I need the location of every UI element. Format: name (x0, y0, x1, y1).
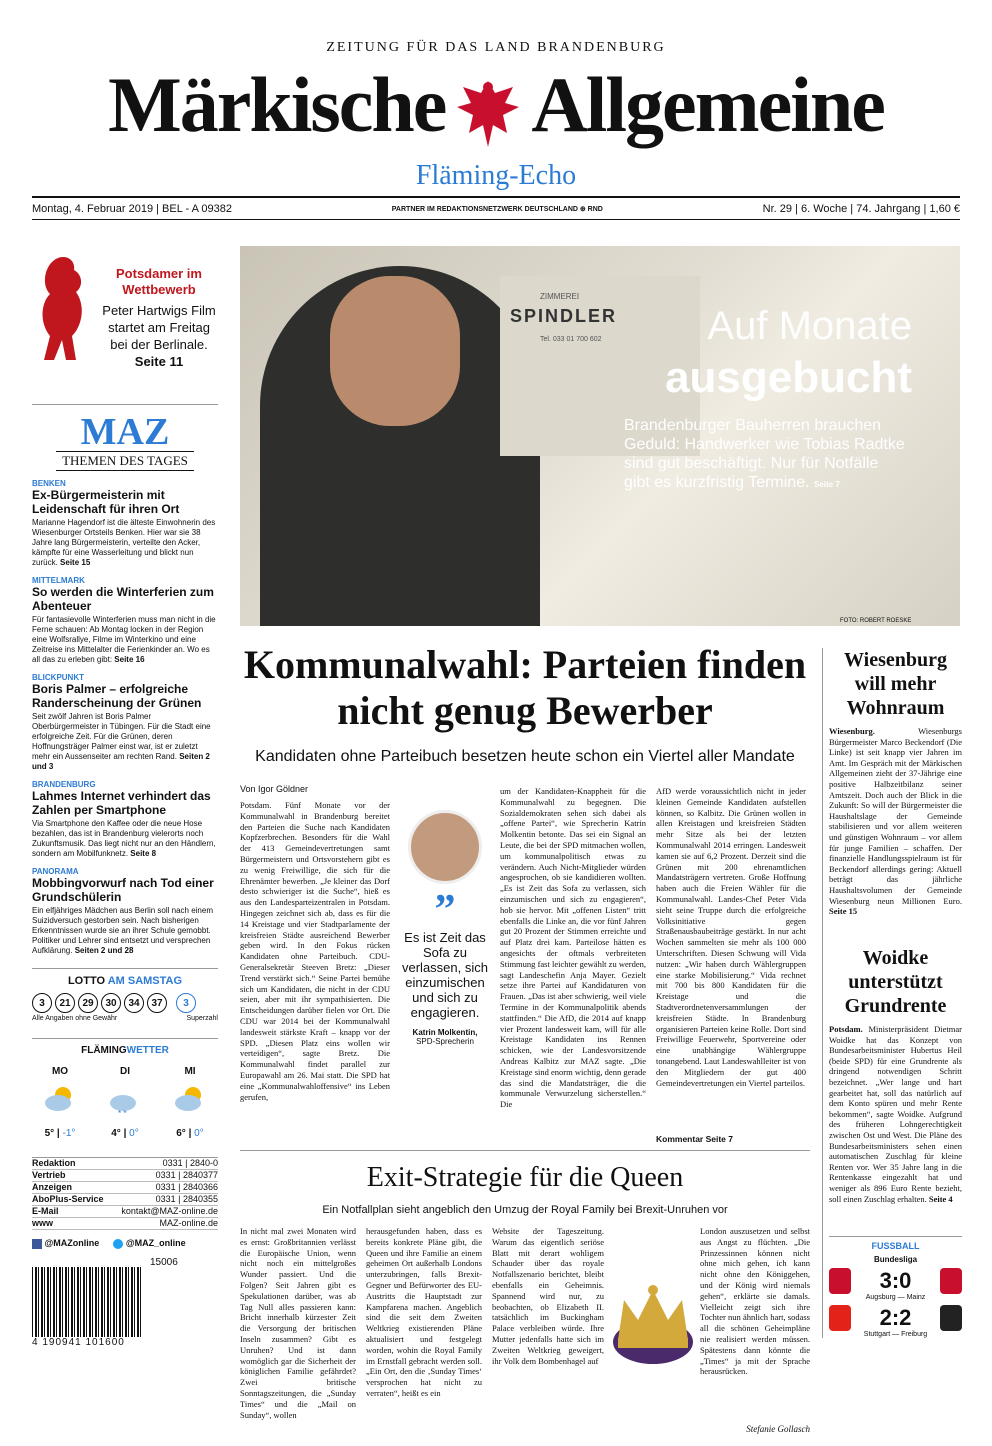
barcode-number: 15006 (150, 1256, 178, 1268)
weather-temps: 4° | 0° (111, 1128, 139, 1139)
sun-cloud-icon (43, 1083, 77, 1117)
contact-label: www (32, 1218, 54, 1228)
contact-value: 0331 | 2840377 (155, 1170, 218, 1180)
exit-col-4: London auszusetzen und selbst aus Angst zu flüchten. „Die Prinzessinnen können nicht ohne mich gehen, ich kann nicht ohne den Königgehen, und der König wird niemals gehen“, erklärte sie damals. Vielleicht zeigt sich ihre Tochter nun ähnlich hart, sodass all die schönen Geheimpläne nie realisiert werden müssen. Spätestens dann könnte die „Times“ ja mit der Sprache herausrücken. (700, 1226, 810, 1377)
molkentin-portrait (408, 810, 482, 884)
side2-headline[interactable]: Woidke unterstützt Grundrente (844, 947, 947, 1017)
left-column (32, 232, 218, 1348)
van-phone: Tel. 033 01 700 602 (540, 336, 602, 343)
themes-title: THEMEN DES TAGES (56, 451, 194, 471)
twitter-icon (113, 1239, 123, 1249)
lead-byline: Von Igor Göldner (240, 784, 309, 794)
quote-text: Es ist Zeit das Sofa zu verlassen, sich einzumischen und sich zu engagieren. (402, 930, 488, 1020)
berlinale-bear-logo (32, 252, 98, 372)
exit-subhead: Ein Notfallplan sieht angeblich den Umzug der Royal Family bei Brexit-Unruhen vor (322, 1204, 728, 1216)
contact-value: 0331 | 2840355 (155, 1194, 218, 1204)
lotto-ball: 34 (124, 993, 144, 1013)
pull-quote (400, 810, 490, 1046)
exit-col-1: In nicht mal zwei Monaten wird es ernst: Großbritannien verlässt die Europäische Union, wenn nicht noch ein mittelgroßes Wunder passiert. Und die Folgen? Seit Jahren gibt es Spekulationen darüber, was ab Tag Null alles passieren kann: Bricht innerhalb kürzester Zeit die Versorgung der britischen Inseln zusammen? Gibt es Unruhen? Und ist dann womöglich gar die Sicherheit der königlichen Familie gefährdet? Zwei britische Sonntagszeitungen, die „Sunday Times“ und die „Mail on Sunday“, wollen (240, 1226, 356, 1420)
match-result[interactable] (829, 1305, 962, 1338)
lotto-ball: 3 (32, 993, 52, 1013)
topic-kicker: PANORAMA (32, 867, 79, 876)
berlinale-text: Peter Hartwigs Film startet am Freitag bei der Berlinale. Seite 11 (102, 303, 216, 369)
contact-row[interactable] (32, 1158, 218, 1170)
lotto-ball: 37 (147, 993, 167, 1013)
topic-kicker: MITTELMARK (32, 576, 85, 585)
photo-headline-2: ausgebucht (665, 353, 912, 402)
weather-day-name: MI (184, 1066, 196, 1077)
barcode-digits: 4 190941 101600 (32, 1336, 125, 1348)
contact-row[interactable] (32, 1206, 218, 1218)
maz-themes (32, 404, 218, 471)
match-result[interactable] (829, 1268, 962, 1301)
contact-value: 0331 | 2840366 (155, 1182, 218, 1192)
photo-headline-1: Auf Monate (707, 304, 912, 348)
berlinale-teaser[interactable] (32, 232, 218, 402)
exit-col-3: Website der Tageszeitung. Warum das eigentlich seriöse Blatt mit derart wohligem Schauder über das royale Notfallszenario berichtet, bleibt ebenfalls ein Geheimnis. Spannend wird nur, zu beobachten, ob Elizabeth II. tatsächlich im Buckingham Palace verbleiben würde. Ihre Mutter jedenfalls hatte sich im Zweiten Weltkrieg geweigert, ihr Volk dem Bombenhagel auf (492, 1226, 604, 1366)
dateline (32, 196, 960, 220)
facebook-link[interactable]: @MAZonline (32, 1238, 99, 1249)
dateline-left: Montag, 4. Februar 2019 | BEL - A 09382 (32, 202, 232, 215)
topic-headline: So werden die Winterferien zum Abenteuer (32, 585, 214, 613)
topic-body: Für fantasievolle Winterferien muss man nicht in die Ferne schauen: Ab Montag locken in der Region eine Wolfsrallye, Filme im Winterkino und eine Zeitreise ins Mittelalter die Ferienkinder an. Wo es all das zu erleben gibt: Seite 16 (32, 615, 216, 664)
lotto-ball: 30 (101, 993, 121, 1013)
contact-label: E-Mail (32, 1206, 59, 1216)
lotto-numbers (32, 993, 218, 1013)
topic-item[interactable] (32, 576, 218, 665)
side2-body: Potsdam. Ministerpräsident Dietmar Woidke hat das Konzept von Bundesarbeitsminister Hubertus Heil (beide SPD) für eine Grundrente als dringend notwendigen Schritt bezeichnet. „Wer lange und hart gearbeitet hat, soll das natürlich auf dem Konto spüren und mehr Rente bekommen“, sagte Woidke. Aufgrund des früheren Lohngerechtigkeit zwischen Ost und West. Die Pläne des Bundesarbeitsministers sehen einen automatischen Zuschlag für kleine Renten vor. Wer 35 Jahre lang in die Rentenkasse eingezahlt hat und weniger als 896 Euro Rente bezieht, soll einen Zuschlag erhalten. Seite 4 (829, 1024, 962, 1204)
exit-divider (240, 1150, 810, 1151)
topic-item[interactable] (32, 673, 218, 772)
sun-cloud-icon (173, 1083, 207, 1117)
photo-credit: FOTO: ROBERT ROESKE (840, 618, 912, 624)
topic-headline: Lahmes Internet verhindert das Zahlen per Smartphone (32, 789, 211, 817)
home-crest-icon (829, 1305, 851, 1331)
masthead-title-right: Allgemeine (531, 61, 884, 148)
twitter-link[interactable]: @MAZ_online (113, 1238, 185, 1249)
weather-day-name: MO (51, 1066, 69, 1077)
superzahl-label: Superzahl (186, 1015, 218, 1022)
lead-col-2: um der Kandidaten-Knappheit für die Kommunalwahl zu begegnen. Die Sozialdemokraten sehen sich dabei als „offene Partei“, wie Sprecherin Katrin Molkentin betonte. Das sei ein Signal an Leute, die bei der SPD mitmachen wollen, um kommunalpolitisch etwas zu verändern. Auch Nicht-Mitglieder würden angesprochen, ob sie kandidieren wollten. „Es ist Zeit das Sofa zu verlassen, sich einzumischen und sich zu engagieren“, hob sie hervor. Mit „offenen Listen“ tritt ebenfalls die Linke an, die vor fünf Jahren gut 20 Prozent der Stimmen erreichte und auf Platz drei kam. Parteilose hätten es angesichts der oftmals verbreiteten Stimmung fast leichter gewählt zu werden, sagt Landeschefin Anja Mayer. Gezielt setze ihre Partei auf Kandidaturen von Frauen. „Das ist aber schwierig, weil viele Termine in der Kommunalpolitik abends stattfinden.“ Die AfD, die 2014 auf knapp vier Prozent landesweit kam, will für alle Kreistage Kandidaten ins Rennen schicken, wie der Landesvorsitzende Andreas Kalbitz zur MAZ sagte. „Die Kreistage sind enorm wichtig, denn gerade das sind die Mandatsträger, die die kommunale Verwurzelung sicherstellen.“ Die (500, 786, 646, 1110)
snow-cloud-icon (108, 1083, 142, 1117)
topics-list (32, 479, 218, 956)
fussball-box (829, 1236, 962, 1338)
van-small: ZIMMEREI (540, 292, 580, 301)
craftsman-face (330, 276, 460, 426)
match-list (829, 1268, 962, 1338)
side1-body: Wiesenburg. Wiesenburgs Bürgermeister Marco Beckendorf (Die Linke) ist seit knapp vier Jahren im Amt. Im Gespräch mit der Märkischen Allgemeinen zieht der 37-Jährige eine positive Halbzeitbilanz seiner Amtszeit. Doch auch der Blick in die Zukunft: So will der Bürgermeister die Haushaltslage der Gemeinde stabilisieren und vor allem weiteren und günstigen Wohnraum – vor allem für junge Familien – schaffen. Der finanzielle Handlungsspielraum ist für Beckendorf allerdings gering: Aktuell beträgt das jährliche Haushaltsvolumen der Gemeinde Wiesenburg neun Millionen Euro. Seite 15 (829, 726, 962, 917)
contact-label: Redaktion (32, 1158, 76, 1168)
topic-body: Marianne Hagendorf ist die älteste Einwohnerin des Wiesenburger Ortsteils Benken. Hier war sie 38 Jahre lang Bürgermeisterin, verteilte den Acker, kämpfte für eine Wasserleitung und blickt nun zurück. Seite 15 (32, 518, 216, 567)
facebook-icon (32, 1239, 42, 1249)
contact-value: MAZ-online.de (159, 1218, 218, 1228)
league-name: Bundesliga (873, 1255, 918, 1264)
barcode (32, 1267, 142, 1337)
lotto-title: LOTTO AM SAMSTAG (67, 975, 183, 987)
lotto-box (32, 968, 218, 1022)
topic-kicker: BENKEN (32, 479, 66, 488)
masthead-title (0, 60, 992, 153)
contact-table (32, 1157, 218, 1230)
topic-item[interactable] (32, 479, 218, 568)
contact-row[interactable] (32, 1170, 218, 1182)
van-text: SPINDLER (510, 306, 618, 326)
lotto-note: Alle Angaben ohne Gewähr (32, 1015, 118, 1022)
edition-name: Fläming-Echo (415, 160, 577, 191)
dateline-right: Nr. 29 | 6. Woche | 74. Jahrgang | 1,60 € (762, 202, 960, 215)
contact-value: 0331 | 2840-0 (162, 1158, 218, 1168)
fussball-title: FUSSBALL (871, 1241, 920, 1251)
exit-col-2: herausgefunden haben, dass es bereits konkrete Pläne gibt, die Queen und ihre Familie an einem geheimen Ort außerhalb Londons unterzubringen, falls Brexit-Gegner und Befürworter des EU-Austritts die Hauptstadt zur Kampfarena machen. Angeblich sind die seit dem Zweiten Weltkrieg existierenden Pläne aktualisiert und festgelegt worden, wohin die Royal Family im Ernstfall gebracht werden soll. „Ein Ort, den die ‚Sunday Times‘ versprochen hat nicht zu verraten“, heißt es ein (366, 1226, 482, 1398)
masthead-tagline: ZEITUNG FÜR DAS LAND BRANDENBURG (326, 40, 666, 55)
topic-headline: Ex-Bürgermeisterin mit Leidenschaft für ihren Ort (32, 488, 180, 516)
weather-day (97, 1066, 153, 1139)
quote-author: Katrin Molkentin, SPD-Sprecherin (412, 1028, 478, 1046)
berlinale-title: Potsdamer im Wettbewerb (116, 266, 202, 297)
match-score: 2:2 (879, 1305, 912, 1330)
topic-kicker: BRANDENBURG (32, 780, 96, 789)
side1-headline[interactable]: Wiesenburg will mehr Wohnraum (844, 649, 947, 719)
topic-item[interactable] (32, 780, 218, 859)
away-crest-icon (940, 1268, 962, 1294)
weather-day (162, 1066, 218, 1139)
away-crest-icon (940, 1305, 962, 1331)
contact-label: Anzeigen (32, 1182, 73, 1192)
weather-day (32, 1066, 88, 1139)
lead-photo[interactable] (240, 246, 960, 626)
topic-body: Via Smartphone den Kaffee oder die neue Hose bezahlen, das ist in Brandenburg vielerorts noch Zukunftsmusik. Das liegt nicht nur an den Händlern, sondern am Mobilfunknetz. Seite 8 (32, 819, 216, 858)
brandenburg-eagle-icon (453, 73, 523, 153)
match-score: 3:0 (879, 1268, 912, 1293)
crown-image (608, 1280, 698, 1370)
match-teams: Stuttgart — Freiburg (863, 1331, 928, 1338)
topic-body: Ein elfjähriges Mädchen aus Berlin soll nach einem Suizidversuch gestorben sein. Nach bisherigen Erkenntnissen wurde sie an ihrer Schule gemobbt. Politiker und Lehrer sind entsetzt und versprechen Aufklärung. Seiten 2 und 28 (32, 906, 213, 955)
right-column (822, 648, 962, 1338)
lead-headline[interactable]: Kommunalwahl: Parteien finden nicht genug Bewerber (243, 642, 807, 733)
social-links (32, 1238, 218, 1249)
weather-temps: 5° | -1° (44, 1128, 76, 1139)
maz-logo: MAZ (80, 411, 170, 453)
topic-item[interactable] (32, 867, 218, 956)
dateline-center: PARTNER IM REDAKTIONSNETZWERK DEUTSCHLAND ⊕ RND (391, 205, 603, 213)
exit-author: Stefanie Gollasch (746, 1424, 810, 1434)
weather-temps: 6° | 0° (176, 1128, 204, 1139)
match-teams: Augsburg — Mainz (865, 1294, 926, 1301)
contact-label: Vertrieb (32, 1170, 66, 1180)
lotto-ball: 21 (55, 993, 75, 1013)
masthead-title-left: Märkische (108, 61, 446, 148)
weather-day-name: DI (120, 1066, 130, 1077)
topic-body: Seit zwölf Jahren ist Boris Palmer Oberbürgermeister in Tübingen. Für die Stadt eine erfolgreiche Zeit. Für die Grünen, deren Hoffnungsträger Palmer einst war, ist er zuletzt mehr ein Aussenseiter am rechten Rand. Seiten 2 und 3 (32, 712, 211, 771)
home-crest-icon (829, 1268, 851, 1294)
svg-text:* *: * * (118, 1109, 127, 1117)
weather-box (32, 1038, 218, 1139)
quote-mark-icon: ” (434, 887, 456, 933)
lead-subhead: Kandidaten ohne Parteibuch besetzen heute schon ein Viertel aller Mandate (255, 748, 795, 765)
topic-headline: Boris Palmer – erfolgreiche Randerscheinung der Grünen (32, 682, 202, 710)
photo-subtext: Brandenburger Bauherren brauchen Geduld: Handwerker wie Tobias Radtke sind gut beschäftigt. Nur für Notfälle gibt es kurzfristig Termine. Seite 7 (624, 417, 905, 491)
contact-label: AboPlus-Service (32, 1194, 104, 1204)
topic-kicker: BLICKPUNKT (32, 673, 84, 682)
contact-row[interactable] (32, 1182, 218, 1194)
weather-days (32, 1066, 218, 1139)
weather-title: FLÄMINGWETTER (81, 1045, 169, 1056)
contact-row[interactable] (32, 1218, 218, 1230)
lotto-superzahl: 3 (176, 993, 196, 1013)
lead-comment-ref[interactable]: Kommentar Seite 7 (656, 1134, 733, 1144)
topic-headline: Mobbingvorwurf nach Tod einer Grundschülerin (32, 876, 214, 904)
contact-value: kontakt@MAZ-online.de (121, 1206, 218, 1216)
lead-col-3: AfD werde voraussichtlich nicht in jeder kleinen Gemeinde Kandidaten aufstellen können, so Kalbitz. Die Grünen wollen in allen Kreistagen und kreisfreien Städten mehr Sitze als bei der letzten Kommunalwahl 2014 erringen. Landesweit kamen sie auf 6,2 Prozent. Derzeit sind die Grünen mit 200 ehrenamtlichen Mandatsträgern vertreten. Große Hoffnung haben auch die Freien Wähler für die Kommunalwahl. Landes-Chef Peter Vida sieht seine Truppe durch die erfolgreiche Volksinitiative gegen Straßenausbaubeiträge gestärkt. In nur acht Wochen sammelten sie mehr als 100 000 Unterschriften. Diesen Schwung will Vida nutzen: „Wir haben durch Wählergruppen eine starke Mobilisierung.“ Vida rechnet mit 700 bis 800 Kandidaten für die Kreistage und die Stadtverordnetenversammlungen der kreisfreien Städte. In Brandenburg organisieren Parteien keine Rolle. Dort sind Freiwillige Feuerwehr, Sportvereine oder eine unabhängige Wählergruppe tonangebend. Laut Landeswahlleiter ist von den Mitgliedern der gut 400 Gemeindevertretungen ein Viertel parteilos. (656, 786, 806, 1088)
lotto-ball: 29 (78, 993, 98, 1013)
barcode-block (32, 1257, 218, 1337)
lead-col-1: Potsdam. Fünf Monate vor der Kommunalwahl in Brandenburg bereitet den Parteien die Suche nach Kandidaten Kopfzerbrechen. Besonders für die Wahl der 413 Gemeindevertretungen samt Bürgermeistern und Ortsvorstehern gibt es zu wenig Freiwillige, die sich für die Ehrenämter bewerben. „Je kleiner das Dorf desto schwieriger ist die Suche“, hieß es aus den Landesparteizentralen in Potsdam. Hingegen zeichnet sich ab, dass es für die 14 Kreistage und vier Stadtparlamente der kreisfreien Städte ausreichend Bewerber geben wird. In den Fokus rücken Kandidaten ohne Parteibuch. CDU-Generalsekretär Steeven Bretz: „Dieser Trend verstärkt sich.“ Seine Partei bemühe sich um Kandidaten, die nicht in der CDU seien, aber mit ihr sympathisierten. Die Entscheidungen darüber fielen vor Ort. Die CDU war 2014 bei der Kommunalwahl landesweit stärkste Kraft – knapp vor der SPD. „Diesen Platz eins wollen wir verteidigen“, sagte Bretz. Die Kommunalwahl findet parallel zur Europawahl am 26. Mai statt. Die SPD hat eine „Kommunalwahloffensive“ ins Leben gerufen, (240, 800, 390, 1102)
contact-row[interactable] (32, 1194, 218, 1206)
exit-headline[interactable]: Exit-Strategie für die Queen (366, 1162, 684, 1193)
